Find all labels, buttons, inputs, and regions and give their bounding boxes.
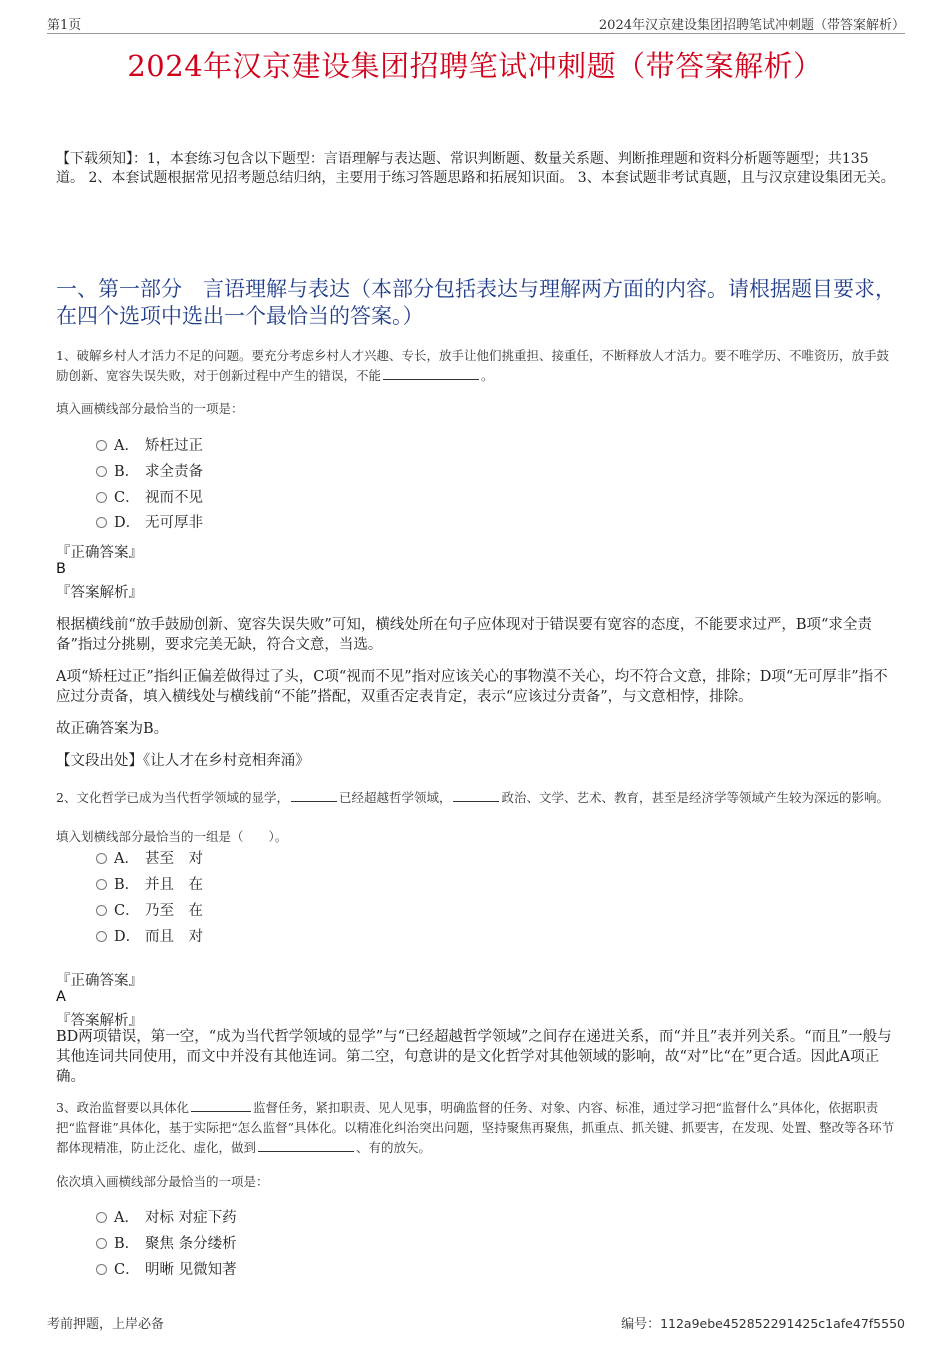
radio-icon[interactable] — [96, 466, 107, 477]
question-2-option-d[interactable]: D． 而且 对 — [96, 927, 203, 947]
question-1-prompt: 填入画横线部分最恰当的一项是： — [56, 401, 244, 416]
question-2-prompt: 填入划横线部分最恰当的一组是（ ）。 — [56, 829, 288, 844]
question-1-blank — [383, 366, 479, 380]
question-1-analysis-1: 根据横线前“放手鼓励创新、宽容失误失败”可知，横线处所在句子应体现对于错误要有宽容的态度，不能要求过严，B项“求全责备”指过分挑剔，要求完美无缺，符合文意，当选。 — [56, 617, 872, 653]
radio-icon[interactable] — [96, 1212, 107, 1223]
question-3-option-a[interactable]: A． 对标 对症下药 — [96, 1208, 237, 1228]
question-2-answer-label: 『正确答案』 — [56, 973, 143, 989]
question-1-stem — [56, 346, 898, 386]
question-1-option-d[interactable]: D． 无可厚非 — [96, 513, 203, 533]
question-1-source: 【文段出处】《让人才在乡村竞相奔涌》 — [56, 753, 310, 769]
radio-icon[interactable] — [96, 1264, 107, 1275]
question-1-option-a[interactable]: A． 矫枉过正 — [96, 436, 203, 456]
question-2-option-b[interactable]: B． 并且 在 — [96, 875, 203, 895]
radio-icon[interactable] — [96, 931, 107, 942]
download-notice: 【下载须知】：1，本套练习包含以下题型：言语理解与表达题、常识判断题、数量关系题、判断推理题和资料分析题等题型；共135道。 2、本套试题根据常见招考题总结归纳，主要用于练习答题思路和拓展知识面。 3、本套试题非考试真题，且与汉京建设集团无关。 — [56, 151, 895, 186]
radio-icon[interactable] — [96, 440, 107, 451]
question-2-analysis-1: BD两项错误，第一空，“成为当代哲学领域的显学”与“已经超越哲学领域”之间存在递进关系，而“并且”表并列关系。“而且”一般与其他连词共同使用，而文中并没有其他连词。第二空，句意讲的是文化哲学对其他领域的影响，故“对”比“在”更合适。因此A项正确。 — [56, 1029, 892, 1085]
question-1-option-b[interactable]: B． 求全责备 — [96, 462, 203, 482]
question-1-text-a: 1、破解乡村人才活力不足的问题。要充分考虑乡村人才兴趣、专长，放手让他们挑重担、接重任，不断释放人才活力。要不唯学历、不唯资历，放手鼓励创新、宽容失误失败，对于创新过程中产生的错误，不能 — [56, 348, 889, 383]
page-number: 第1页 — [47, 18, 82, 33]
header-divider — [47, 33, 905, 34]
footer-slogan: 考前押题，上岸必备 — [47, 1317, 165, 1332]
question-2-analysis-label: 『答案解析』 — [56, 1013, 143, 1029]
question-2-answer: A — [56, 989, 66, 1005]
question-2-option-a[interactable]: A． 甚至 对 — [96, 849, 203, 869]
question-2-stem: 2、文化哲学已成为当代哲学领域的显学， 已经超越哲学领域， 政治、文学、艺术、教育，甚至是经济学等领域产生较为深远的影响。 — [56, 790, 889, 805]
radio-icon[interactable] — [96, 492, 107, 503]
radio-icon[interactable] — [96, 1238, 107, 1249]
question-3-stem: 3、政治监督要以具体化 监督任务，紧扣职责、见人见事，明确监督的任务、对象、内容、标准，通过学习把“监督什么”具体化，依据职责把“监督谁”具体化，基于实际把“怎么监督”具体化。以精准化纠治突出问题，坚持聚焦再聚焦，抓重点、抓关键、抓要害，在发现、处置、整改等各环节都体现精准，防止泛化、虚化，做到 、有的放矢。 — [56, 1100, 895, 1155]
question-3-blank-2 — [258, 1138, 354, 1152]
question-2-blank-1 — [291, 788, 337, 802]
footer-code: 编号：112a9ebe452852291425c1afe47f5550 — [621, 1316, 905, 1332]
question-1-answer-label: 『正确答案』 — [56, 545, 143, 561]
radio-icon[interactable] — [96, 517, 107, 528]
question-1-answer: B — [56, 561, 66, 577]
radio-icon[interactable] — [96, 905, 107, 916]
question-3-option-b[interactable]: B． 聚焦 条分缕析 — [96, 1234, 237, 1254]
question-1-option-c[interactable]: C． 视而不见 — [96, 488, 203, 508]
question-1-analysis-2: A项“矫枉过正”指纠正偏差做得过了头，C项“视而不见”指对应该关心的事物漠不关心，均不符合文意，排除；D项“无可厚非”指不应过分责备，填入横线处与横线前“不能”搭配，双重否定表肯定，表示“应该过分责备”，与文意相悖，排除。 — [56, 669, 888, 705]
section-title: 一、第一部分 言语理解与表达（本部分包括表达与理解两方面的内容。请根据题目要求，在四个选项中选出一个最恰当的答案。） — [56, 277, 896, 328]
radio-icon[interactable] — [96, 853, 107, 864]
question-3-prompt: 依次填入画横线部分最恰当的一项是： — [56, 1174, 269, 1189]
page-title: 2024年汉京建设集团招聘笔试冲刺题（带答案解析） — [127, 49, 823, 83]
header-doc-title: 2024年汉京建设集团招聘笔试冲刺题（带答案解析） — [598, 18, 905, 33]
radio-icon[interactable] — [96, 879, 107, 890]
question-2-option-c[interactable]: C． 乃至 在 — [96, 901, 203, 921]
question-3-blank-1 — [191, 1098, 251, 1112]
question-1-analysis-label: 『答案解析』 — [56, 585, 143, 601]
question-3-option-c[interactable]: C． 明晰 见微知著 — [96, 1260, 237, 1280]
question-1-text-b: 。 — [481, 368, 494, 383]
question-2-blank-2 — [453, 788, 499, 802]
question-1-analysis-3: 故正确答案为B。 — [56, 721, 169, 737]
